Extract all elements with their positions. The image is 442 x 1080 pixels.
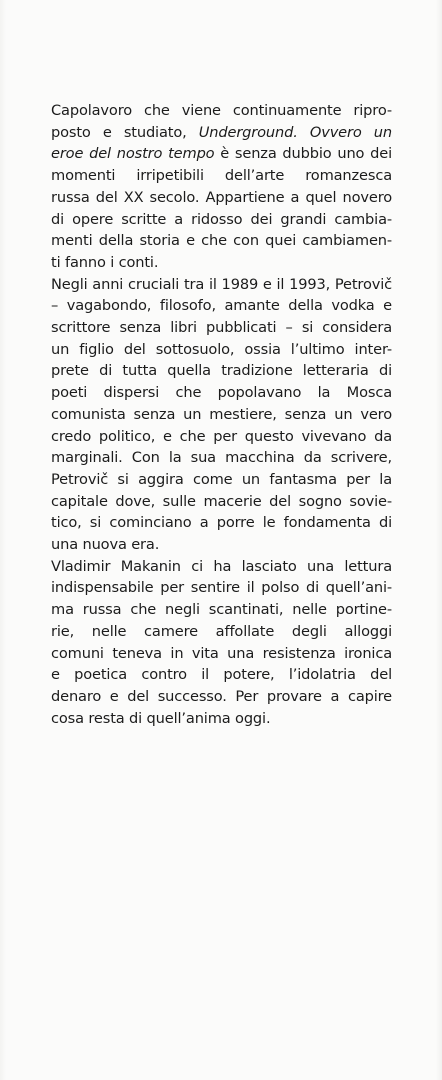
text-line: momenti irripetibili dell’arte romanzesca: [51, 167, 392, 185]
text-line: Petrovič si aggira come un fantasma per la: [51, 470, 392, 488]
text-line: e poetica contro il potere, l’idolatria del: [51, 666, 392, 684]
text-line: ti fanno i conti.: [51, 253, 159, 271]
text-line: marginali. Con la sua macchina da scrivere,: [51, 449, 392, 467]
text-line: menti della storia e che con quei cambiamen-: [51, 232, 392, 250]
text-line: capitale dove, sulle macerie del sogno sovie-: [51, 492, 392, 510]
text-line: Negli anni cruciali tra il 1989 e il 1993, Petrovič: [51, 275, 392, 293]
text-line: prete di tutta quella tradizione letteraria di: [51, 362, 392, 380]
italic-title: eroe del nostro tempo: [51, 145, 215, 163]
paragraph-1: [51, 100, 392, 274]
text-line: un figlio del sottosuolo, ossia l’ultimo inter-: [51, 340, 392, 358]
text-line: scrittore senza libri pubblicati – si considera: [51, 319, 392, 337]
italic-title: Underground. Ovvero un: [198, 123, 392, 141]
text-line: ma russa che negli scantinati, nelle portine-: [51, 601, 392, 619]
text-line: Vladimir Makanin ci ha lasciato una lettura: [51, 557, 392, 575]
text-line: posto e studiato, Underground. Ovvero un: [51, 123, 392, 141]
text-line: credo politico, e che per questo vivevano da: [51, 427, 392, 445]
paragraph-2: [51, 274, 392, 556]
text-line: indispensabile per sentire il polso di quell’ani-: [51, 579, 392, 597]
text-line: una nuova era.: [51, 536, 160, 554]
text-line: comuni teneva in vita una resistenza ironica: [51, 644, 392, 662]
text-line: poeti dispersi che popolavano la Mosca: [51, 384, 392, 402]
text-line: rie, nelle camere affollate degli alloggi: [51, 622, 392, 640]
text-line: eroe del nostro tempo è senza dubbio uno dei: [51, 145, 392, 163]
paragraph-3: [51, 556, 392, 730]
text-line: tico, si cominciano a porre le fondamenta di: [51, 514, 392, 532]
text-line: russa del XX secolo. Appartiene a quel novero: [51, 188, 392, 206]
blurb-text: [51, 100, 392, 729]
text-line: – vagabondo, filosofo, amante della vodka e: [51, 297, 392, 315]
text-line: Capolavoro che viene continuamente ripro-: [51, 102, 392, 119]
text-line: comunista senza un mestiere, senza un vero: [51, 405, 392, 423]
text-line: denaro e del successo. Per provare a capire: [51, 687, 392, 705]
text-line: cosa resta di quell’anima oggi.: [51, 709, 271, 727]
text-line: di opere scritte a ridosso dei grandi cambia-: [51, 210, 392, 228]
